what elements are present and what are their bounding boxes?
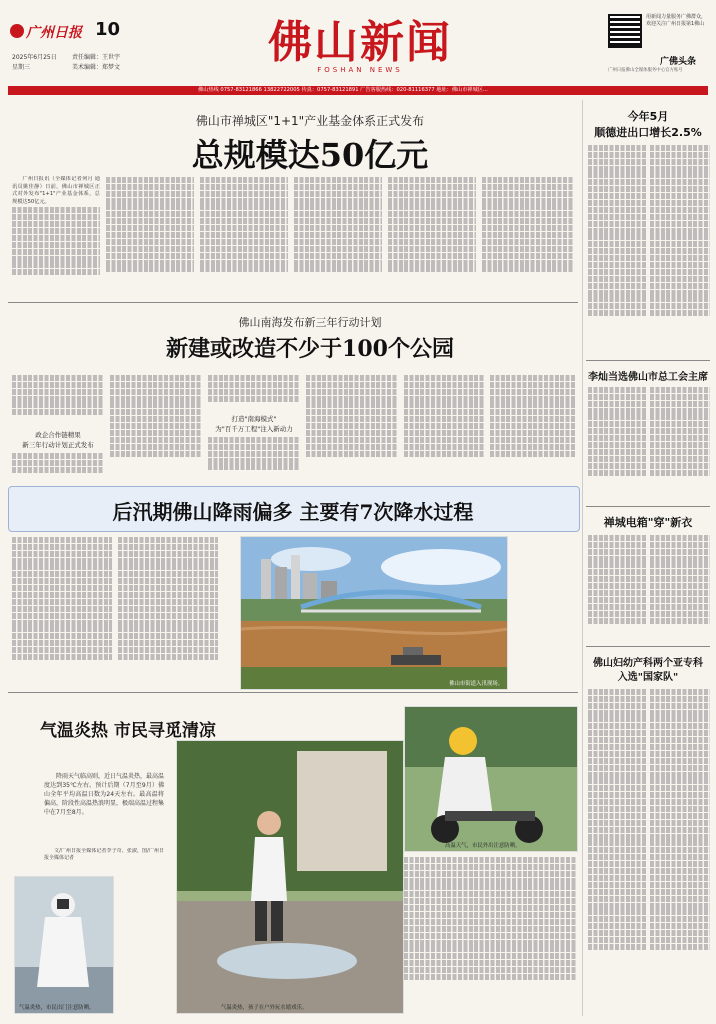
heat-caption-left: 气温炎热，市民出门注意防晒。 xyxy=(19,1005,95,1011)
page-number: 10 xyxy=(95,19,121,40)
flood-photo-art xyxy=(241,537,507,689)
qr-caption-2: 广州日报佛山全媒体服务中心官方账号 xyxy=(608,68,683,73)
sidebar-divider-3 xyxy=(586,646,710,647)
heat-photo-right-art xyxy=(405,707,577,851)
main-col-1 xyxy=(12,176,100,296)
qr-caption-1: 用新闻力量服务广佛群众，欢迎关注广州日报第1佛山 xyxy=(646,14,707,27)
heat-photo-left xyxy=(14,876,114,1014)
second-headline: 新建或改造不少于100个公园 xyxy=(166,336,454,362)
sidebar-story3-body-a xyxy=(588,534,646,640)
second-col-2 xyxy=(110,374,202,474)
second-col-1b xyxy=(12,452,104,474)
flood-photo xyxy=(240,536,508,690)
second-sub-kicker-3: 打造"南海模式" xyxy=(231,415,277,423)
masthead xyxy=(0,0,716,92)
flood-col-1 xyxy=(12,536,112,686)
heat-col-right xyxy=(404,856,576,1006)
editor-line-1: 责任编辑：王世宇 xyxy=(72,54,121,61)
second-kicker: 佛山南海发布新三年行动计划 xyxy=(238,316,382,329)
main-col-5 xyxy=(388,176,476,296)
main-headline: 总规模达50亿元 xyxy=(191,136,429,174)
flood-photo-caption: 佛山市街道入汛现场。 xyxy=(449,681,503,687)
sidebar-story4-title-line2: 入选"国家队" xyxy=(617,672,679,683)
hotline-bar xyxy=(8,86,708,95)
main-divider xyxy=(8,302,578,303)
sidebar-story4-body-b xyxy=(650,688,710,1010)
second-col-4 xyxy=(306,374,398,474)
flood-headline: 后汛期佛山降雨偏多 主要有7次降水过程 xyxy=(112,500,474,524)
sidebar-story4-title-line1: 佛山妇幼产科两个亚专科 xyxy=(593,658,703,669)
heat-caption-middle: 气温炎热，孩子在户外玩水嬉戏乐。 xyxy=(221,1005,308,1011)
heat-photo-middle-art xyxy=(177,741,403,1013)
second-sub-kicker-4: 为"百千万工程"注入新动力 xyxy=(215,425,293,433)
sidebar-story1-body-b xyxy=(650,144,710,350)
hotline-text: 佛山热线 0757-83121866 13822722005 传真：0757-83121891 广告客服热线：020-81116377 地址：佛山市禅城区... xyxy=(198,87,488,93)
heat-lead-text: 降雨天气临高则，近日气温炎热，最高温度达到35℃左右。预计后期（7月至9月）佛山全年平均高温日数为24天左右。最高温将偏高，阶段性高温热浪明显，极端高温过程集中在7月至8月。 xyxy=(44,773,164,816)
sidebar-story2-title: 李灿当选佛山市总工会主席 xyxy=(588,372,708,383)
second-sub-kicker-1: 政企合作链精果 xyxy=(35,431,81,439)
main-col-3 xyxy=(200,176,288,296)
heat-caption-right: 高温天气，市民外出注意防晒。 xyxy=(445,843,521,849)
main-col-2 xyxy=(106,176,194,296)
heat-credit-box xyxy=(44,848,164,870)
heat-photo-right xyxy=(404,706,578,852)
second-col-3 xyxy=(208,374,300,410)
second-col-6 xyxy=(490,374,576,474)
second-col-1 xyxy=(12,374,104,424)
qr-brand: 广佛头条 xyxy=(660,57,697,67)
section-pinyin: FOSHAN NEWS xyxy=(317,66,403,74)
logo-text: 广州日报 xyxy=(26,25,82,41)
sidebar-rule xyxy=(582,100,583,1016)
sidebar-story3-body-b xyxy=(650,534,710,640)
editor-line-2: 美术编辑：郑梦文 xyxy=(72,64,121,71)
sidebar-story1-kicker: 今年5月 xyxy=(627,110,669,123)
guangzhou-daily-logo-icon xyxy=(10,24,24,38)
qr-code-icon xyxy=(608,14,642,48)
sidebar-story1-body-a xyxy=(588,144,646,350)
flood-col-2 xyxy=(118,536,218,686)
sidebar-divider-1 xyxy=(586,360,710,361)
second-sub-kicker-2: 新三年行动计划正式发布 xyxy=(22,441,94,449)
heat-photo-left-art xyxy=(15,877,113,1013)
sidebar-story2-body-a xyxy=(588,386,646,498)
heat-headline: 气温炎热 市民寻觅清凉 xyxy=(40,721,216,741)
main-col-6 xyxy=(482,176,574,296)
section-title: 佛山新闻 xyxy=(268,17,452,68)
heat-credit: 文/广州日报全媒体记者李子奇、张淑，图/广州日报全媒体记者 xyxy=(44,848,164,861)
second-col-3b xyxy=(208,436,300,474)
main-kicker: 佛山市禅城区"1+1"产业基金体系正式发布 xyxy=(195,114,425,128)
heat-photo-middle xyxy=(176,740,404,1014)
sidebar-divider-2 xyxy=(586,506,710,507)
weekday: 星期三 xyxy=(12,64,31,71)
sidebar-story4-body-a xyxy=(588,688,646,1010)
main-col-4 xyxy=(294,176,382,296)
sidebar-story1-title: 顺德进出口增长2.5% xyxy=(594,126,702,139)
sidebar-story2-body-b xyxy=(650,386,710,498)
heat-lead xyxy=(44,772,164,842)
flood-divider xyxy=(8,692,578,693)
second-col-5 xyxy=(404,374,484,474)
sidebar-story3-title: 禅城电箱"穿"新衣 xyxy=(603,516,693,529)
date: 2025年6月25日 xyxy=(12,54,57,61)
main-byline: 广州日报讯（全媒体记者何月 通讯员姚佳静）日前，佛山市禅城区正式对外发布"1+1"产业基金体系，总规模达50亿元。 xyxy=(12,176,100,205)
